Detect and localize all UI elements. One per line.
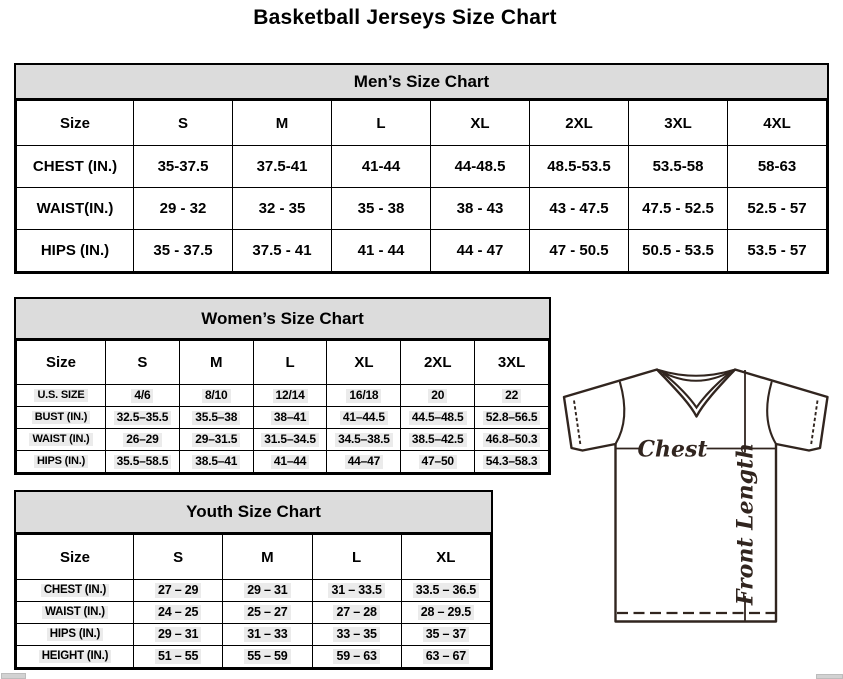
size-value: 35.5–38 [179, 407, 253, 429]
column-header: M [179, 341, 253, 385]
size-value: 35 – 37 [401, 624, 490, 646]
size-value: 31.5–34.5 [253, 429, 327, 451]
size-value: 41-44 [332, 146, 431, 188]
column-header: S [134, 535, 223, 580]
column-header: 4XL [728, 101, 827, 146]
table-row [17, 385, 549, 407]
size-value: 32.5–35.5 [106, 407, 180, 429]
column-header: 2XL [401, 341, 475, 385]
size-value: 35.5–58.5 [106, 451, 180, 473]
size-value: 33 – 35 [312, 624, 401, 646]
size-value: 44.5–48.5 [401, 407, 475, 429]
size-value: 22 [475, 385, 549, 407]
column-header: L [253, 341, 327, 385]
column-header: 3XL [475, 341, 549, 385]
column-header: 3XL [629, 101, 728, 146]
size-value: 29 - 32 [134, 188, 233, 230]
column-header: M [223, 535, 312, 580]
size-value: 55 – 59 [223, 646, 312, 668]
size-value: 48.5-53.5 [530, 146, 629, 188]
size-value: 50.5 - 53.5 [629, 230, 728, 272]
size-value: 31 – 33.5 [312, 580, 401, 602]
size-value: 24 – 25 [134, 602, 223, 624]
size-value: 33.5 – 36.5 [401, 580, 490, 602]
table-row [17, 146, 827, 188]
table-row [17, 451, 549, 473]
size-value: 12/14 [253, 385, 327, 407]
size-value: 27 – 29 [134, 580, 223, 602]
column-header: M [233, 101, 332, 146]
size-value: 4/6 [106, 385, 180, 407]
size-value: 52.8–56.5 [475, 407, 549, 429]
table-row [17, 624, 491, 646]
size-value: 38 - 43 [431, 188, 530, 230]
youth-table-caption: Youth Size Chart [16, 492, 491, 534]
row-label: WAIST (IN.) [17, 602, 134, 624]
column-header: XL [431, 101, 530, 146]
column-header: L [332, 101, 431, 146]
mens-size-chart-section [14, 63, 829, 274]
size-value: 38.5–42.5 [401, 429, 475, 451]
table-row [17, 602, 491, 624]
size-value: 59 – 63 [312, 646, 401, 668]
size-value: 41–44 [253, 451, 327, 473]
size-value: 27 – 28 [312, 602, 401, 624]
size-value: 37.5 - 41 [233, 230, 332, 272]
header-row [17, 341, 549, 385]
size-value: 58-63 [728, 146, 827, 188]
size-value: 47 - 50.5 [530, 230, 629, 272]
table-row [17, 646, 491, 668]
youth-size-table [16, 534, 491, 668]
womens-size-table [16, 340, 549, 473]
column-header: Size [17, 535, 134, 580]
size-value: 63 – 67 [401, 646, 490, 668]
scrollbar-left-button[interactable] [1, 673, 26, 679]
column-header: XL [401, 535, 490, 580]
column-header: L [312, 535, 401, 580]
table-row [17, 188, 827, 230]
header-row [17, 101, 827, 146]
size-value: 44–47 [327, 451, 401, 473]
size-value: 54.3–58.3 [475, 451, 549, 473]
size-value: 38–41 [253, 407, 327, 429]
size-value: 20 [401, 385, 475, 407]
size-value: 46.8–50.3 [475, 429, 549, 451]
table-row [17, 580, 491, 602]
size-value: 25 – 27 [223, 602, 312, 624]
header-row [17, 535, 491, 580]
scrollbar-right-button[interactable] [816, 674, 843, 679]
table-row [17, 230, 827, 272]
row-label: WAIST (IN.) [17, 429, 106, 451]
row-label: CHEST (IN.) [17, 146, 134, 188]
youth-size-chart-section [14, 490, 493, 670]
size-value: 26–29 [106, 429, 180, 451]
size-value: 16/18 [327, 385, 401, 407]
row-label: HIPS (IN.) [17, 624, 134, 646]
womens-table-caption: Women’s Size Chart [16, 299, 549, 340]
womens-size-chart-section [14, 297, 551, 475]
row-label: HIPS (IN.) [17, 230, 134, 272]
jersey-measurement-diagram [552, 352, 843, 630]
row-label: HEIGHT (IN.) [17, 646, 134, 668]
size-value: 52.5 - 57 [728, 188, 827, 230]
column-header: XL [327, 341, 401, 385]
row-label: HIPS (IN.) [17, 451, 106, 473]
column-header: S [106, 341, 180, 385]
size-value: 41 - 44 [332, 230, 431, 272]
table-row [17, 407, 549, 429]
size-value: 29 – 31 [134, 624, 223, 646]
size-value: 31 – 33 [223, 624, 312, 646]
size-value: 44-48.5 [431, 146, 530, 188]
size-value: 51 – 55 [134, 646, 223, 668]
size-value: 8/10 [179, 385, 253, 407]
size-value: 32 - 35 [233, 188, 332, 230]
table-row [17, 429, 549, 451]
size-value: 43 - 47.5 [530, 188, 629, 230]
mens-size-table [16, 100, 827, 272]
size-value: 34.5–38.5 [327, 429, 401, 451]
size-value: 35 - 38 [332, 188, 431, 230]
size-value: 29 – 31 [223, 580, 312, 602]
size-value: 38.5–41 [179, 451, 253, 473]
row-label: U.S. SIZE [17, 385, 106, 407]
chest-label: Chest [637, 436, 708, 463]
column-header: Size [17, 101, 134, 146]
size-value: 53.5-58 [629, 146, 728, 188]
size-value: 28 – 29.5 [401, 602, 490, 624]
page-title: Basketball Jerseys Size Chart [253, 6, 557, 29]
size-value: 47–50 [401, 451, 475, 473]
column-header: S [134, 101, 233, 146]
size-value: 37.5-41 [233, 146, 332, 188]
size-value: 44 - 47 [431, 230, 530, 272]
size-value: 35 - 37.5 [134, 230, 233, 272]
column-header: 2XL [530, 101, 629, 146]
row-label: CHEST (IN.) [17, 580, 134, 602]
size-value: 29–31.5 [179, 429, 253, 451]
row-label: BUST (IN.) [17, 407, 106, 429]
size-value: 41–44.5 [327, 407, 401, 429]
size-value: 53.5 - 57 [728, 230, 827, 272]
size-value: 47.5 - 52.5 [629, 188, 728, 230]
row-label: WAIST(IN.) [17, 188, 134, 230]
front-length-label: Front Length [732, 442, 759, 606]
size-value: 35-37.5 [134, 146, 233, 188]
mens-table-caption: Men’s Size Chart [16, 65, 827, 100]
column-header: Size [17, 341, 106, 385]
